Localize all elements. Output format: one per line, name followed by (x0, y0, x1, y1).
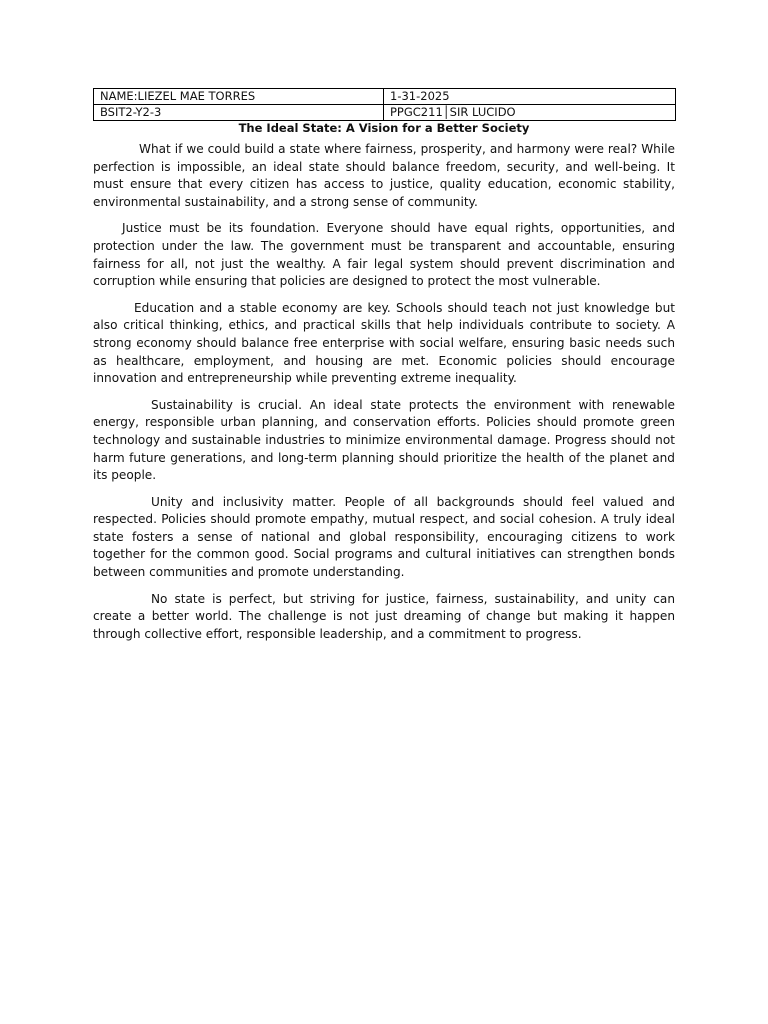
section-cell: BSIT2-Y2-3 (94, 105, 384, 121)
date-cell: 1-31-2025 (384, 89, 676, 105)
student-info-table (93, 88, 676, 121)
course-instructor-cell: PPGC211│SIR LUCIDO (384, 105, 676, 121)
paragraph-justice: Justice must be its foundation. Everyone should have equal rights, opportunities, and protection under the law. The government must be transparent and accountable, ensuring fairness for all, not just the wealthy. A fair legal system should prevent discrimination and corruption while ensuring that policies are designed to protect the most vulnerable. (93, 221, 675, 289)
paragraph-intro: What if we could build a state where fairness, prosperity, and harmony were real? While perfection is impossible, an ideal state should balance freedom, security, and well-being. It must ensure that every citizen has access to justice, quality education, economic stability, environmental sustainability, and a strong sense of community. (93, 142, 675, 209)
paragraph-education-economy: Education and a stable economy are key. Schools should teach not just knowledge but also critical thinking, ethics, and practical skills that help individuals contribute to society. A strong economy should balance free enterprise with social welfare, ensuring basic needs such as healthcare, employment, and housing are met. Economic policies should encourage innovation and entrepreneurship while preventing extreme inequality. (93, 300, 675, 386)
essay-title: The Ideal State: A Vision for a Better Society (238, 121, 530, 135)
table-row (94, 105, 676, 121)
student-name-cell: NAME:LIEZEL MAE TORRES (94, 89, 384, 105)
paragraph-sustainability: Sustainability is crucial. An ideal state protects the environment with renewable energy, responsible urban planning, and conservation efforts. Policies should promote green technology and sustainable industries to minimize environmental damage. Progress should not harm future generations, and long-term planning should prioritize the health of the planet and its people. (93, 397, 675, 483)
paragraph-conclusion: No state is perfect, but striving for justice, fairness, sustainability, and unity can create a better world. The challenge is not just dreaming of change but making it happen through collective effort, responsible leadership, and a commitment to progress. (93, 591, 675, 641)
document-page (93, 88, 675, 652)
table-row (94, 89, 676, 105)
paragraph-unity: Unity and inclusivity matter. People of all backgrounds should feel valued and respected. Policies should promote empathy, mutual respect, and social cohesion. A truly ideal state fosters a sense of national and global responsibility, encouraging citizens to work together for the common good. Social programs and cultural initiatives can strengthen bonds between communities and promote understanding. (93, 494, 675, 580)
